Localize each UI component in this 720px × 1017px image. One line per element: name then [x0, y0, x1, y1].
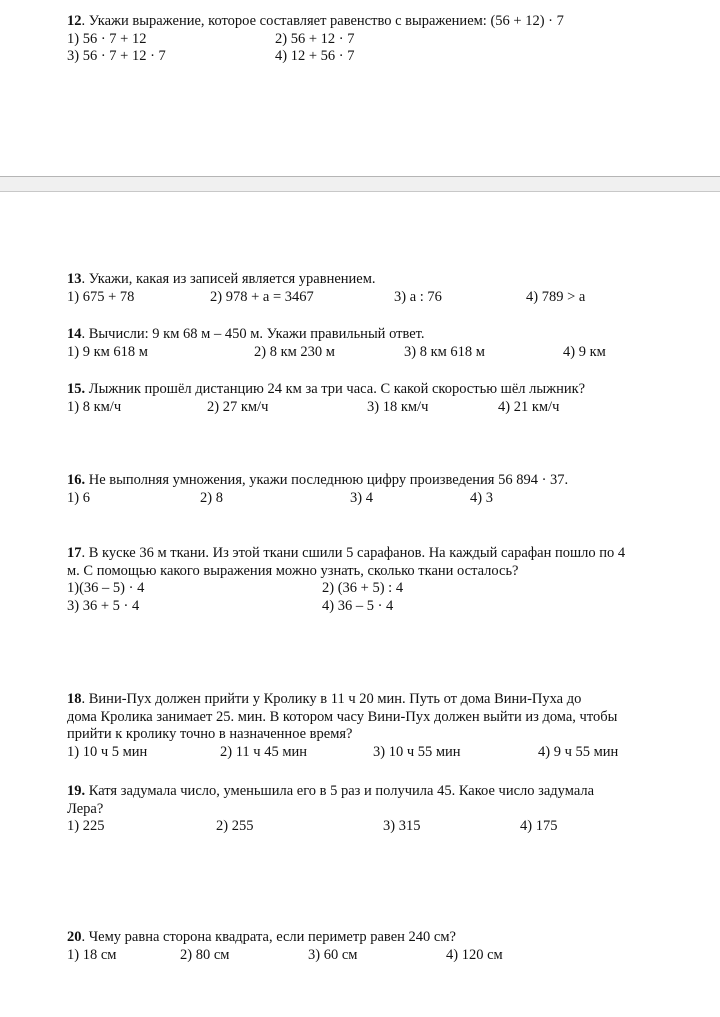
question-16 — [67, 472, 707, 507]
question-18-text-line-3: прийти к кролику точно в назначенное время? — [67, 726, 353, 742]
option-3: 3) 18 км/ч — [367, 398, 429, 415]
question-text: . Чему равна сторона квадрата, если периметр равен 240 см? — [81, 929, 456, 945]
question-number: 14 — [67, 326, 82, 342]
option-1: 1) 675 + 78 — [67, 288, 135, 305]
question-text: Не выполняя умножения, укажи последнюю цифру произведения 56 894 · 37. — [85, 472, 569, 488]
question-number: 17 — [67, 545, 82, 561]
question-text: . Вини-Пух должен прийти у Кролику в 11 ч 20 мин. Путь от дома Вини-Пуха до — [81, 691, 582, 707]
question-number: 15. — [67, 381, 86, 397]
option-1: 1) 6 — [67, 489, 90, 506]
option-1: 1) 8 км/ч — [67, 398, 122, 415]
question-13-text — [67, 271, 707, 289]
question-19 — [67, 783, 707, 836]
question-12 — [67, 13, 707, 66]
question-15 — [67, 381, 707, 416]
question-number: 13 — [67, 271, 82, 287]
question-number: 16. — [67, 472, 86, 488]
option-4: 4) 12 + 56 · 7 — [275, 48, 355, 64]
option-3: 3) 8 км 618 м — [404, 343, 485, 360]
question-18-text-line-2: дома Кролика занимает 25. мин. В котором часу Вини-Пух должен выйти из дома, чтобы — [67, 708, 618, 725]
option-4: 4) 789 > а — [526, 288, 586, 305]
option-2: 2) 8 км 230 м — [254, 343, 335, 360]
option-1: 1) 10 ч 5 мин — [67, 743, 148, 760]
option-3: 3) 36 + 5 · 4 — [67, 597, 140, 614]
option-3: 3) 315 — [383, 818, 421, 834]
question-20-text — [67, 929, 707, 947]
question-20 — [67, 929, 707, 964]
option-3: 3) 4 — [350, 489, 373, 506]
option-4: 4) 9 км — [563, 343, 606, 360]
option-4: 4) 120 см — [446, 946, 503, 963]
question-14 — [67, 326, 707, 361]
option-4: 4) 175 — [520, 818, 558, 834]
question-17-text — [67, 545, 707, 563]
option-4: 4) 36 – 5 · 4 — [322, 597, 394, 614]
option-1: 1) 56 · 7 + 12 — [67, 30, 147, 47]
question-text: . В куске 36 м ткани. Из этой ткани сшили 5 сарафанов. На каждый сарафан пошло по 4 — [81, 545, 626, 561]
question-number: 19. — [67, 783, 86, 799]
question-12-text — [67, 13, 707, 31]
question-text: . Вычисли: 9 км 68 м – 450 м. Укажи правильный ответ. — [81, 326, 425, 342]
question-text: . Укажи, какая из записей является уравнением. — [81, 271, 376, 287]
question-number: 18 — [67, 691, 82, 707]
option-3: 3) а : 76 — [394, 288, 442, 305]
option-2: 2) 80 см — [180, 946, 230, 963]
question-17 — [67, 545, 707, 615]
option-3: 3) 60 см — [308, 946, 358, 963]
option-4: 4) 21 км/ч — [498, 398, 560, 415]
question-19-text-line-2: Лера? — [67, 800, 104, 817]
option-1: 1) 18 см — [67, 946, 117, 963]
question-text: Лыжник прошёл дистанцию 24 км за три часа. С какой скоростью шёл лыжник? — [85, 381, 586, 397]
question-14-text — [67, 326, 707, 344]
question-text: . Укажи выражение, которое составляет равенство с выражением: (56 + 12) · 7 — [81, 13, 564, 29]
option-2: 2) 56 + 12 · 7 — [275, 30, 355, 47]
question-number: 20 — [67, 929, 82, 945]
option-1: 1) 9 км 618 м — [67, 343, 148, 360]
option-2: 2) 978 + а = 3467 — [210, 288, 314, 305]
option-4: 4) 3 — [470, 489, 493, 506]
question-15-text — [67, 381, 707, 399]
question-number: 12 — [67, 13, 82, 29]
option-2: 2) 8 — [200, 489, 223, 506]
option-1: 1) 225 — [67, 818, 105, 834]
option-3: 3) 10 ч 55 мин — [373, 743, 461, 760]
question-text: Катя задумала число, уменьшила его в 5 раз и получила 45. Какое число задумала — [85, 783, 595, 799]
option-1: 1)(36 – 5) · 4 — [67, 580, 145, 596]
question-17-text-line-2: м. С помощью какого выражения можно узнать, сколько ткани осталось? — [67, 562, 519, 579]
option-2: 2) 27 км/ч — [207, 398, 269, 415]
question-13 — [67, 271, 707, 306]
page-break — [0, 176, 720, 192]
option-4: 4) 9 ч 55 мин — [538, 743, 619, 760]
option-2: 2) (36 + 5) : 4 — [322, 580, 404, 596]
question-18 — [67, 691, 707, 761]
option-2: 2) 11 ч 45 мин — [220, 743, 308, 760]
question-19-text — [67, 783, 707, 801]
question-18-text — [67, 691, 707, 709]
option-2: 2) 255 — [216, 818, 254, 834]
question-16-text — [67, 472, 707, 490]
option-3: 3) 56 · 7 + 12 · 7 — [67, 48, 166, 64]
